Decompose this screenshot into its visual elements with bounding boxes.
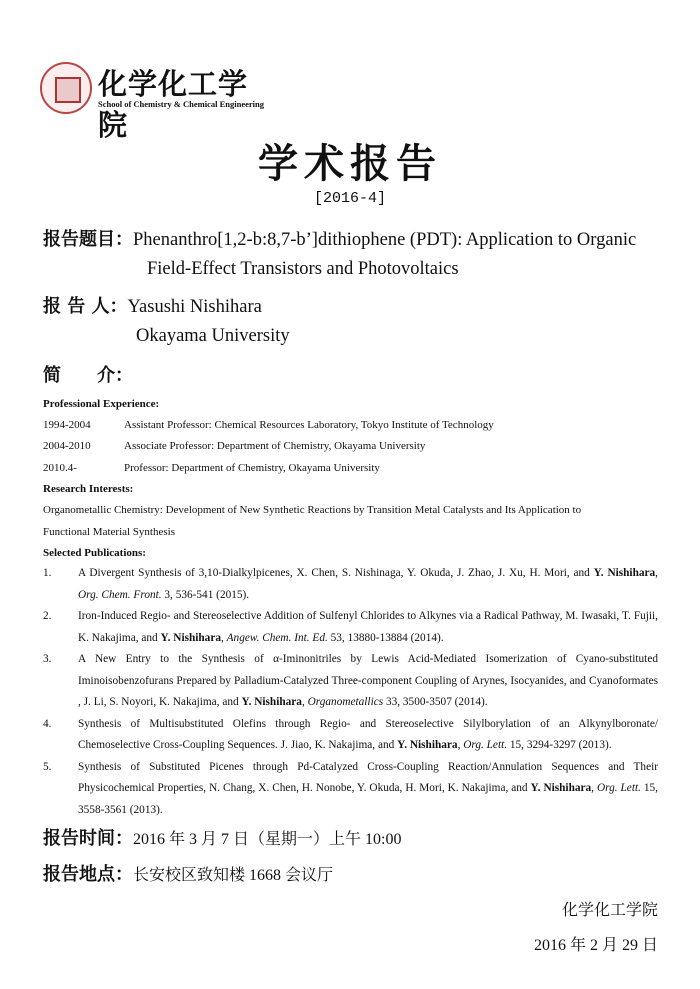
speaker-row (43, 292, 262, 318)
report-number: [2016-4] (313, 190, 386, 207)
logo-english-name: School of Chemistry & Chemical Engineering (98, 99, 264, 109)
publication-segment: Synthesis of Substituted Picenes through Pd-Catalyzed Cross-Coupling Reaction/Annulation Sequences and Their Physicochemical Properties, N. Chang, X. Chen, H. Nonobe, Y. Okuda, H. Mori, K. Nakajima, and (78, 760, 658, 794)
publications-list (0, 563, 700, 821)
experience-date: 2004-2010 (43, 440, 91, 452)
author-highlight: Y. Nishihara (241, 696, 302, 708)
publication-number: 4. (43, 717, 52, 730)
journal-name: Org. Lett. (463, 739, 508, 751)
speaker-affiliation: Okayama University (136, 326, 290, 346)
experience-heading: Professional Experience: (43, 398, 160, 410)
publication-segment: , (221, 631, 227, 644)
journal-name: Angew. Chem. Int. Ed. (226, 631, 328, 644)
publication-segment: 15, 3558-3561 (2013). (78, 782, 658, 816)
journal-name: Organometallics (307, 696, 384, 708)
publication-segment: , (591, 782, 597, 794)
topic-line1: Phenanthro[1,2-b:8,7-b’]dithiophene (PDT): Application to Organic (133, 230, 637, 250)
publication-item (43, 563, 658, 606)
publication-segment: A Divergent Synthesis of 3,10-Dialkylpicenes, X. Chen, S. Nishinaga, Y. Okuda, J. Zhao, J. Xu, H. Mori, and (78, 567, 594, 579)
place-label: 报告地点： (43, 864, 133, 885)
time-label: 报告时间： (43, 828, 133, 849)
publication-text (78, 606, 658, 649)
publication-text (78, 757, 658, 822)
intro-label: 简 介： (43, 365, 133, 386)
publication-item (43, 649, 658, 714)
experience-item (43, 462, 380, 474)
experience-item (43, 440, 425, 452)
publication-segment: , (301, 696, 308, 708)
interests-line: Organometallic Chemistry: Development of New Synthetic Reactions by Transition Metal Catalysts and Its Application to (43, 504, 582, 516)
experience-item (43, 419, 494, 431)
publication-segment: A New Entry to the Synthesis of α-Iminonitriles by Lewis Acid-Mediated Isomerization of Cyano-substituted Iminoisobenzofurans Prepared by Palladium-Catalyzed Three-component Coupling of Arynes, Isocyanides, and Cyanoformates , J. Li, S. Noyori, K. Nakajima, and (78, 653, 658, 708)
school-logo (40, 62, 264, 142)
publication-segment: 15, 3294-3297 (2013). (507, 739, 612, 751)
publication-segment: Iron-Induced Regio- and Stereoselective Addition of Sulfenyl Chlorides to Alkynes via a Radical Pathway, M. Iwasaki, T. Fujii, K. Nakajima, and (78, 610, 658, 644)
time-row (43, 824, 401, 850)
publication-text (78, 563, 658, 606)
publication-number: 2. (43, 610, 52, 622)
publication-segment: Synthesis of Multisubstituted Olefins through Regio- and Stereoselective Silylborylation of an Alkynylboronate/ Chemoselective Cross-Coupling Sequences. J. Jiao, K. Nakajima, and (78, 717, 658, 751)
author-highlight: Y. Nishihara (530, 782, 592, 794)
interests-heading: Research Interests: (43, 483, 134, 495)
publication-item (43, 714, 658, 757)
topic-label: 报告题目： (43, 229, 133, 250)
author-highlight: Y. Nishihara (160, 631, 221, 644)
speaker-name: Yasushi Nishihara (127, 297, 262, 317)
logo-chinese-name: 化学化工学院 (98, 67, 249, 142)
experience-date: 2010.4- (43, 462, 77, 474)
page-title: 学术报告 (258, 141, 442, 187)
experience-role: Associate Professor: Department of Chemistry, Okayama University (124, 440, 426, 452)
interests-line: Functional Material Synthesis (43, 526, 175, 538)
experience-role: Assistant Professor: Chemical Resources Laboratory, Tokyo Institute of Technology (124, 419, 494, 431)
publications-heading: Selected Publications: (43, 547, 146, 559)
publication-number: 1. (43, 567, 52, 579)
experience-date: 1994-2004 (43, 419, 91, 431)
time-value: 2016 年 3 月 7 日（星期一）上午 10:00 (133, 831, 402, 848)
topic-row (43, 225, 636, 251)
publication-segment: 33, 3500-3507 (2014). (383, 696, 488, 708)
place-row (43, 860, 333, 886)
publication-number: 3. (43, 653, 52, 665)
place-value: 长安校区致知楼 1668 会议厅 (133, 867, 334, 884)
journal-name: Org. Lett. (596, 782, 641, 794)
publication-segment: , (655, 567, 658, 579)
publication-text (78, 714, 658, 757)
footer-org: 化学化工学院 (561, 902, 658, 919)
publication-text (78, 649, 658, 714)
publication-item (43, 606, 658, 649)
topic-line2: Field-Effect Transistors and Photovoltaics (147, 259, 459, 279)
publication-item (43, 757, 658, 822)
publication-segment: , (457, 739, 464, 751)
publication-segment: 53, 13880-13884 (2014). (327, 631, 444, 644)
footer-date: 2016 年 2 月 29 日 (533, 937, 658, 954)
experience-role: Professor: Department of Chemistry, Okayama University (124, 462, 380, 474)
author-highlight: Y. Nishihara (397, 739, 458, 751)
speaker-label: 报 告 人： (43, 296, 128, 317)
publication-segment: 3, 536-541 (2015). (161, 588, 250, 601)
author-highlight: Y. Nishihara (593, 567, 656, 579)
journal-name: Org. Chem. Front. (78, 588, 162, 601)
publication-number: 5. (43, 760, 52, 773)
school-seal-icon (40, 62, 92, 114)
